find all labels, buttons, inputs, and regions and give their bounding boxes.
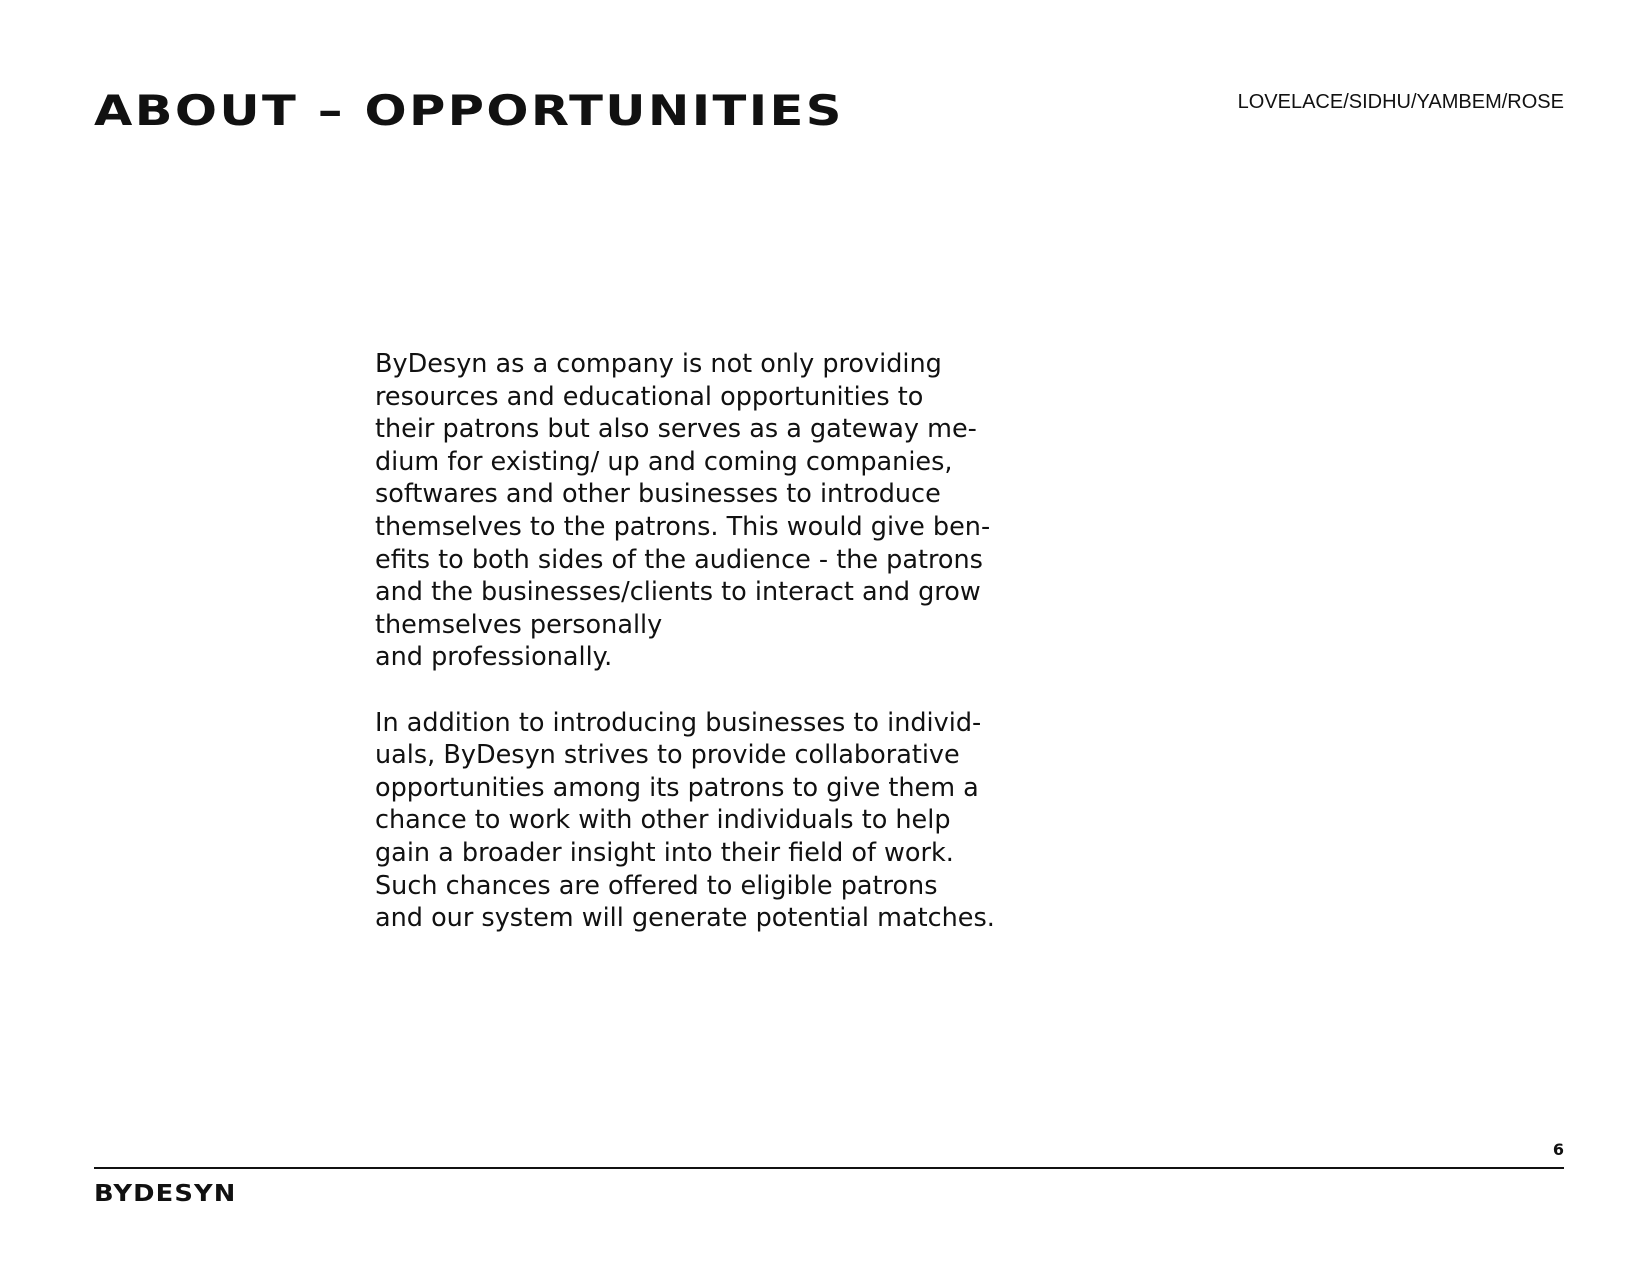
page-number: 6 — [1552, 1140, 1564, 1159]
paragraph-opportunities: ByDesyn as a company is not only providing resources and educational opportunities to their patrons but also serves as a gateway me- dium for existing/ up and coming companies, softwares and other businesses to introduce themselves to the patrons. This would give ben- efits to both sides of the audience - the patrons and the businesses/clients to interact and grow themselves personally and professionally. — [375, 349, 991, 673]
authors-label: LOVELACE/SIDHU/YAMBEM/ROSE — [1237, 91, 1564, 113]
page-title: ABOUT – OPPORTUNITIES — [94, 86, 844, 135]
brand-logo: BYDESYN — [94, 1181, 237, 1207]
footer-divider — [94, 1167, 1564, 1169]
body-text — [375, 348, 1035, 935]
paragraph-collaboration: In addition to introducing businesses to individ- uals, ByDesyn strives to provide collaborative opportunities among its patrons to give them a chance to work with other individuals to help gain a broader insight into their field of work. Such chances are offered to eligible patrons and our system will generate potential matches. — [375, 707, 995, 934]
